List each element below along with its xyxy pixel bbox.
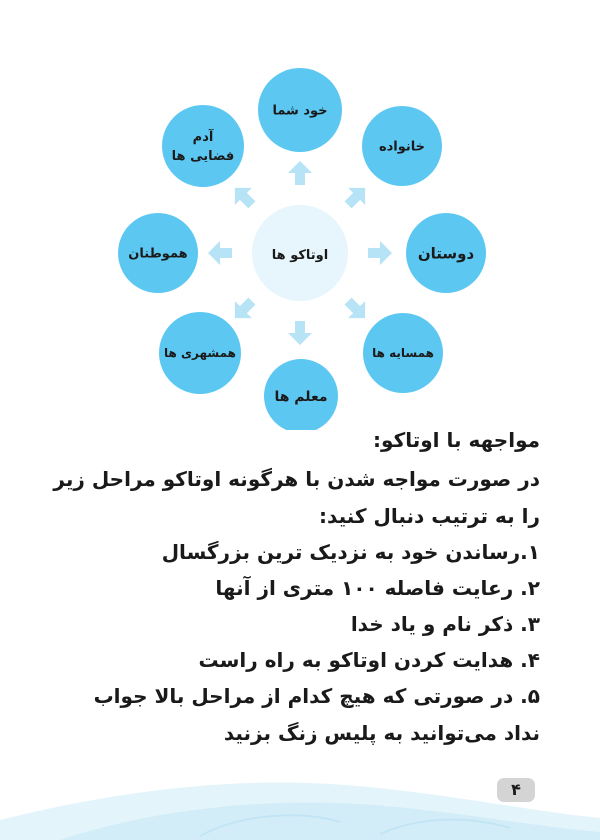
step-3: ۳. ذکر نام و یاد خدا [350,612,540,636]
arrow-to-moallem [288,321,312,345]
step-4: ۴. هدایت کردن اوتاکو به راه راست [198,648,540,672]
arrow-to-khod-shoma [288,161,312,185]
node-adam-fazaei [162,105,244,187]
arrow-to-doostan [368,241,392,265]
intro-line-1: در صورت مواجه شدن با هرگونه اوتاکو مراحل زیر [53,467,540,491]
node-label-hamsayeh: همسایه ها [372,346,434,361]
arrow-to-adam-fazaei [226,179,260,213]
page-number: ۴ [497,778,535,802]
node-label-moallem: معلم ها [274,388,328,405]
step-2: ۲. رعایت فاصله ۱۰۰ متری از آنها [215,576,540,600]
step-5-continued: نداد می‌توانید به پلیس زنگ بزنید [223,721,540,745]
node-label-adam-fazaei: آدم [192,130,214,146]
node-label-khanevadeh: خانواده [378,139,426,155]
step-5: ۵. در صورتی که هیچ کدام از مراحل بالا جواب [93,684,540,708]
node-label-hamshahri: همشهری ها [164,346,236,361]
node-label-hamvatanan: هموطنان [128,246,188,262]
intro-line-2: را به ترتیب دنبال کنید: [319,504,540,528]
node-label-adam-fazaei: فضایی ها [171,149,235,165]
arrow-to-hamsayeh [340,293,374,327]
arrow-to-khanevadeh [340,179,374,213]
node-label-khod-shoma: خود شما [272,103,328,119]
node-label-doostan: دوستان [417,244,475,263]
center-label: اوتاکو ها [271,248,329,263]
arrow-to-hamvatanan [208,241,232,265]
step-1: ۱.رساندن خود به نزدیک ترین بزرگسال [161,540,540,564]
arrow-to-hamshahri [226,293,260,327]
heading: مواجهه با اوتاکو: [373,428,540,452]
